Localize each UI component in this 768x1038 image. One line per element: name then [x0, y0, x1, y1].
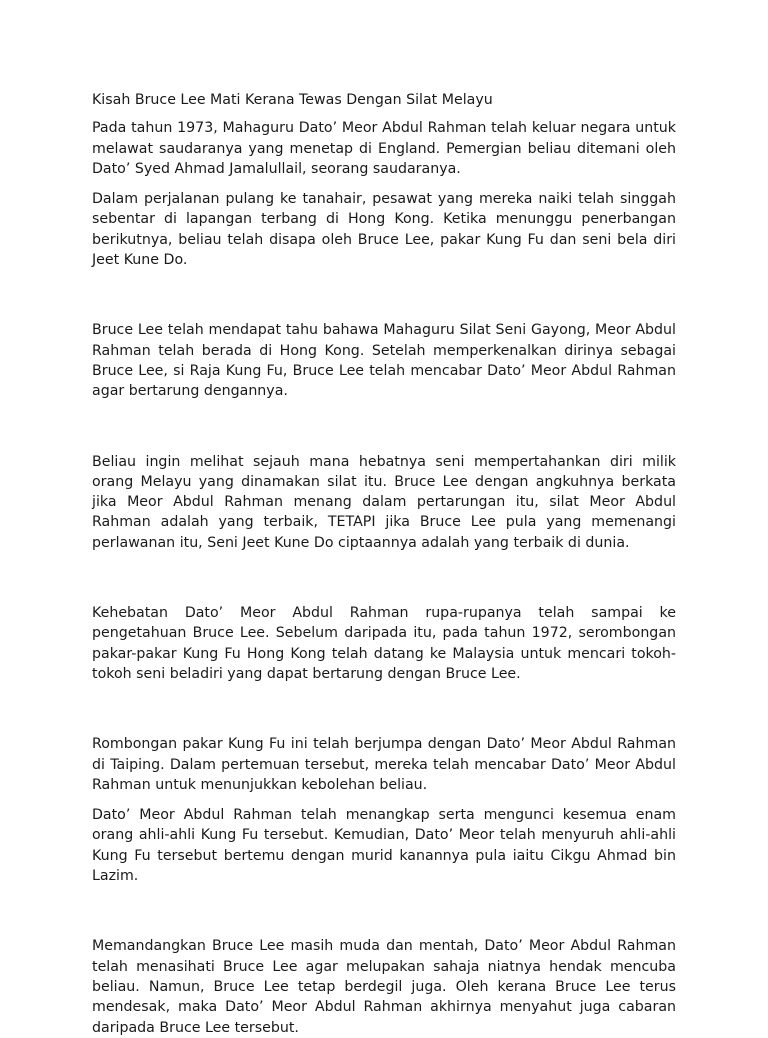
paragraph-3: Bruce Lee telah mendapat tahu bahawa Mahaguru Silat Seni Gayong, Meor Abdul Rahman telah berada di Hong Kong. Setelah memperkenalkan dirinya sebagai Bruce Lee, si Raja Kung Fu, Bruce Lee telah mencabar Dato’ Meor Abdul Rahman agar bertarung dengannya. — [92, 322, 676, 400]
paragraph-7: Dato’ Meor Abdul Rahman telah menangkap serta mengunci kesemua enam orang ahli-ahli Kung Fu tersebut. Kemudian, Dato’ Meor telah menyuruh ahli-ahli Kung Fu tersebut bertemu dengan murid kanannya pula iaitu Cikgu Ahmad bin Lazim. — [92, 807, 676, 885]
paragraph-1: Pada tahun 1973, Mahaguru Dato’ Meor Abdul Rahman telah keluar negara untuk melawat saudaranya yang menetap di England. Pemergian beliau ditemani oleh Dato’ Syed Ahmad Jamalullail, seorang saudaranya. — [92, 120, 676, 177]
paragraph-2: Dalam perjalanan pulang ke tanahair, pesawat yang mereka naiki telah singgah sebentar di lapangan terbang di Hong Kong. Ketika menunggu penerbangan berikutnya, beliau telah disapa oleh Bruce Lee, pakar Kung Fu dan seni bela diri Jeet Kune Do. — [92, 191, 676, 269]
paragraph-5: Kehebatan Dato’ Meor Abdul Rahman rupa-rupanya telah sampai ke pengetahuan Bruce Lee. Sebelum daripada itu, pada tahun 1972, serombongan pakar-pakar Kung Fu Hong Kong telah datang ke Malaysia untuk mencari tokoh-tokoh seni beladiri yang dapat bertarung dengan Bruce Lee. — [92, 605, 676, 682]
paragraph-8: Memandangkan Bruce Lee masih muda dan mentah, Dato’ Meor Abdul Rahman telah menasihati Bruce Lee agar melupakan sahaja niatnya hendak mencuba beliau. Namun, Bruce Lee tetap berdegil juga. Oleh kerana Bruce Lee terus mendesak, maka Dato’ Meor Abdul Rahman akhirnya menyahut juga cabaran daripada Bruce Lee tersebut. — [92, 938, 676, 1036]
paragraph-4: Beliau ingin melihat sejauh mana hebatnya seni mempertahankan diri milik orang Melayu yang dinamakan silat itu. Bruce Lee dengan angkuhnya berkata jika Meor Abdul Rahman menang dalam pertarungan itu, silat Meor Abdul Rahman adalah yang terbaik, TETAPI jika Bruce Lee pula yang memenangi perlawanan itu, Seni Jeet Kune Do ciptaannya adalah yang terbaik di dunia. — [92, 453, 676, 551]
document-body — [92, 90, 676, 1038]
document-title: Kisah Bruce Lee Mati Kerana Tewas Dengan Silat Melayu — [92, 92, 493, 108]
paragraph-6: Rombongan pakar Kung Fu ini telah berjumpa dengan Dato’ Meor Abdul Rahman di Taiping. Dalam pertemuan tersebut, mereka telah mencabar Dato’ Meor Abdul Rahman untuk menunjukkan kebolehan beliau. — [92, 736, 676, 793]
